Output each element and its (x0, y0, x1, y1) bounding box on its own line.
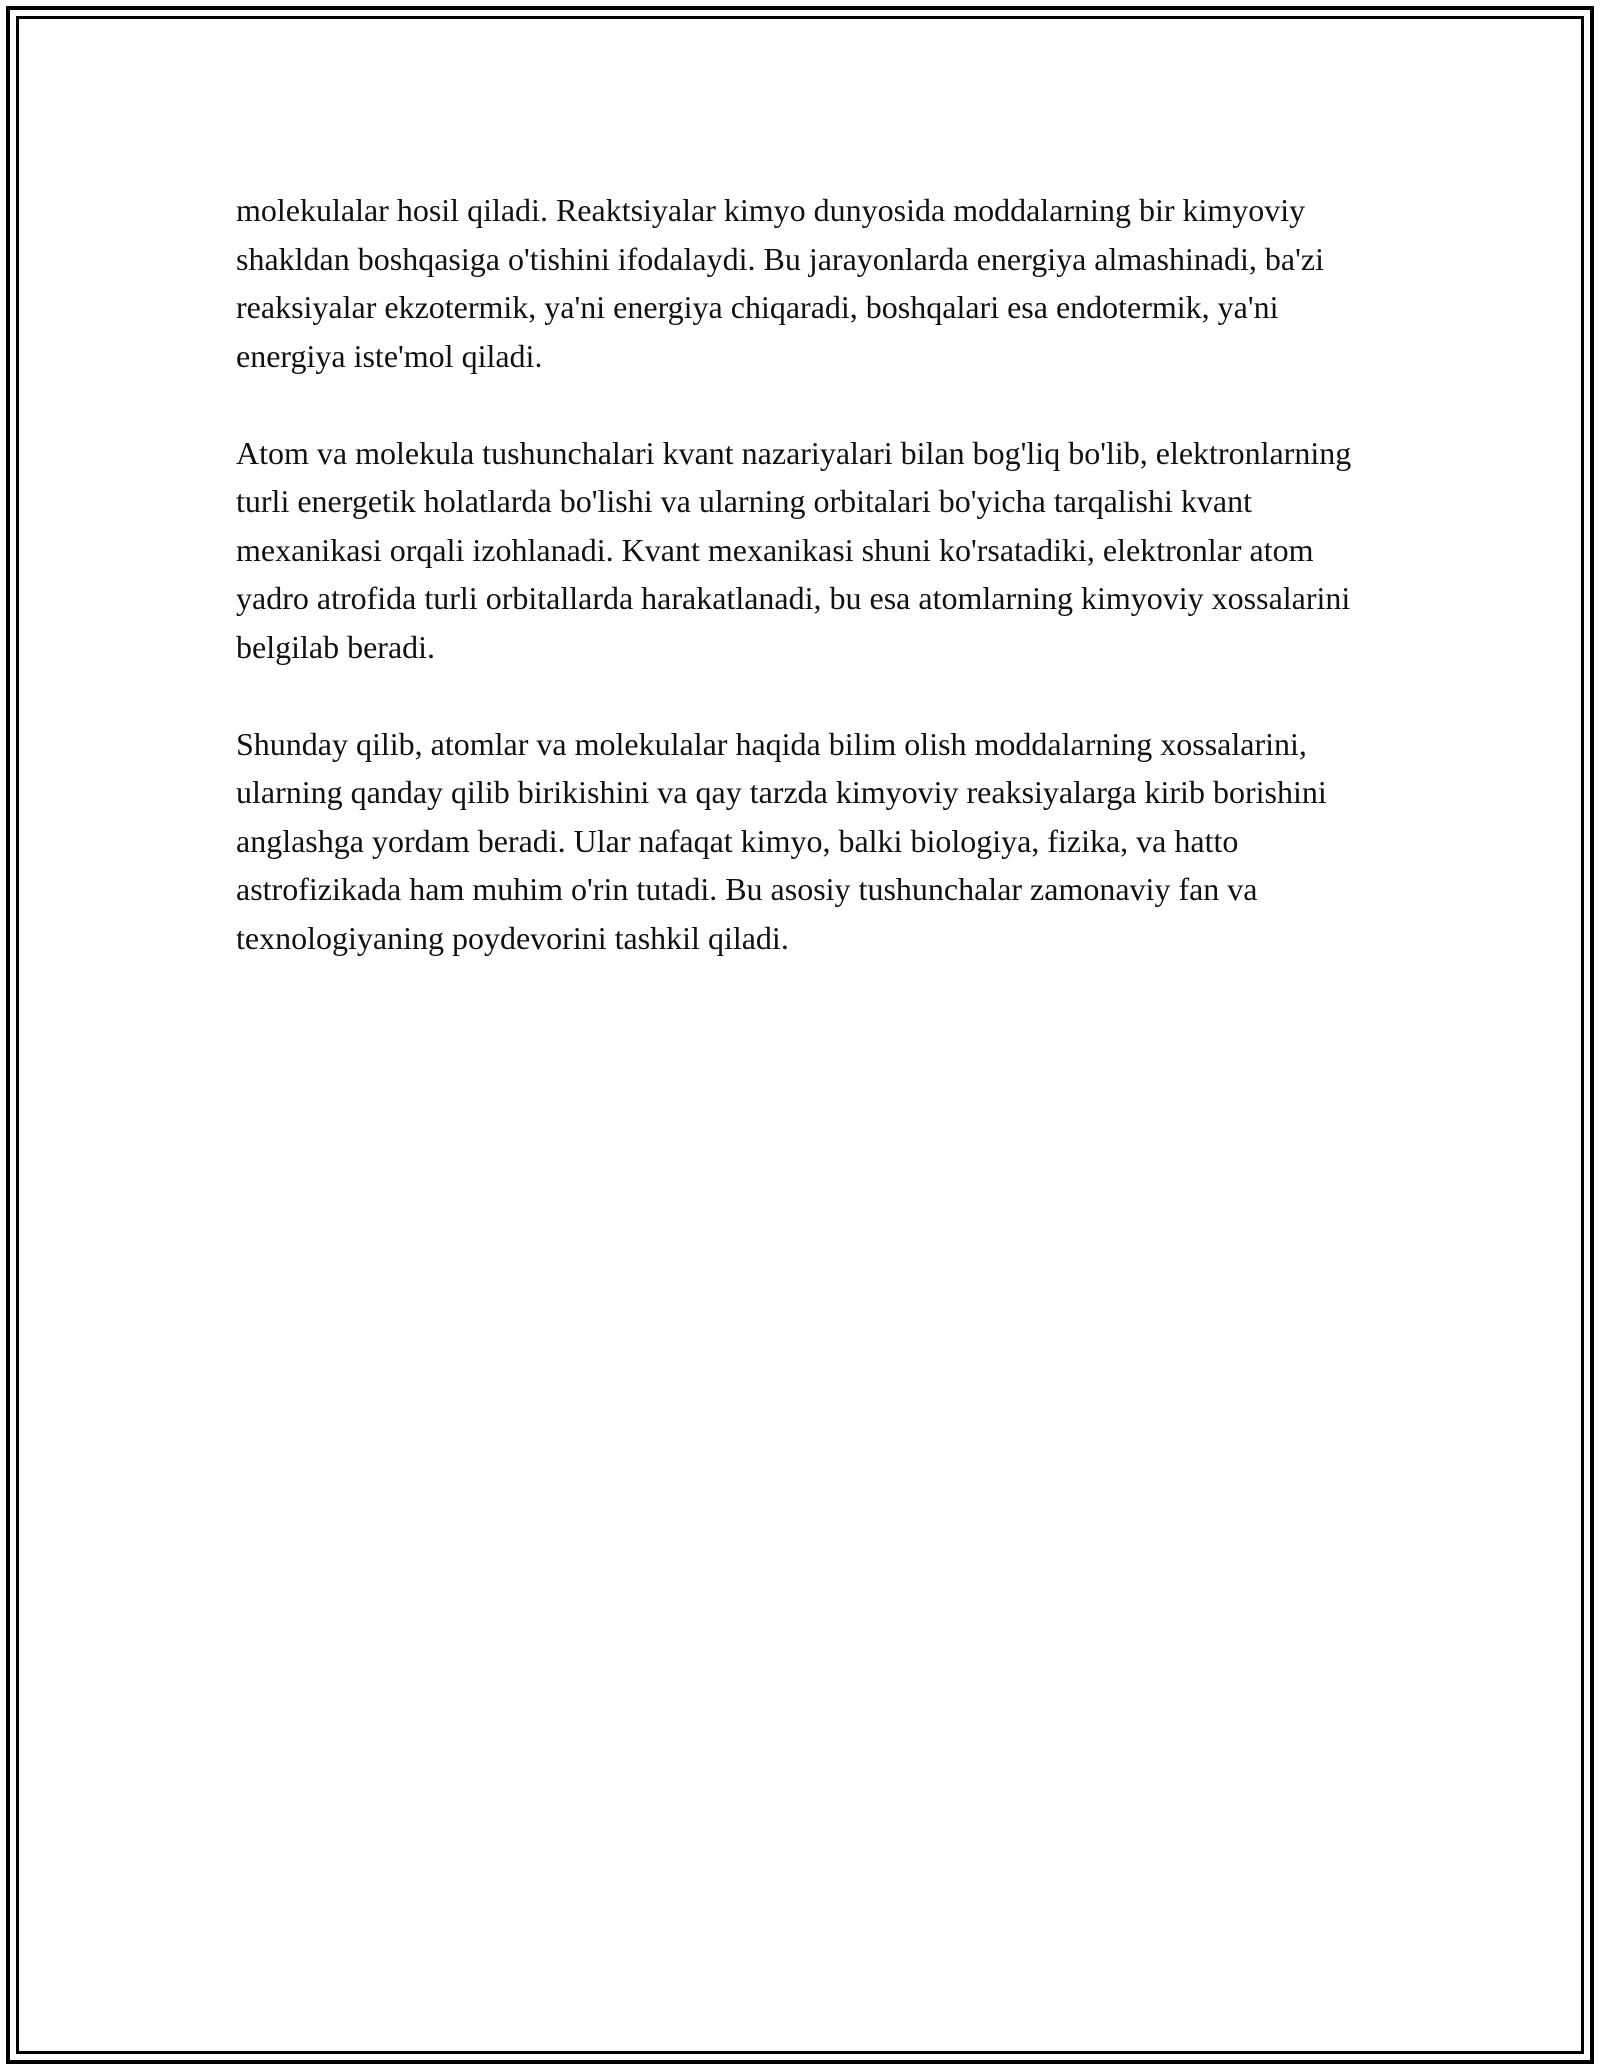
paragraph-3: Shunday qilib, atomlar va molekulalar haqida bilim olish moddalarning xossalarini, ularning qanday qilib birikishini va qay tarzda kimyoviy reaksiyalarga kirib borishini anglashga yordam beradi. Ular nafaqat kimyo, balki biologiya, fizika, va hatto astrofizikada ham muhim o'rin tutadi. Bu asosiy tushunchalar zamonaviy fan va texnologiyaning poydevorini tashkil qiladi. (236, 725, 1327, 956)
paragraph-2: Atom va molekula tushunchalari kvant nazariyalari bilan bog'liq bo'lib, elektronlarning turli energetik holatlarda bo'lishi va ularning orbitalari bo'yicha tarqalishi kvant mexanikasi orqali izohlanadi. Kvant mexanikasi shuni ko'rsatadiki, elektronlar atom yadro atrofida turli orbitallarda harakatlanadi, bu esa atomlarning kimyoviy xossalarini belgilab beradi. (236, 434, 1352, 665)
paragraph-1: molekulalar hosil qiladi. Reaktsiyalar kimyo dunyosida moddalarning bir kimyoviy shakldan boshqasiga o'tishini ifodalaydi. Bu jarayonlarda energiya almashinadi, ba'zi reaksiyalar ekzotermik, ya'ni energiya chiqaradi, boshqalari esa endotermik, ya'ni energiya iste'mol qiladi. (236, 192, 1324, 374)
document-body (236, 186, 1366, 1011)
